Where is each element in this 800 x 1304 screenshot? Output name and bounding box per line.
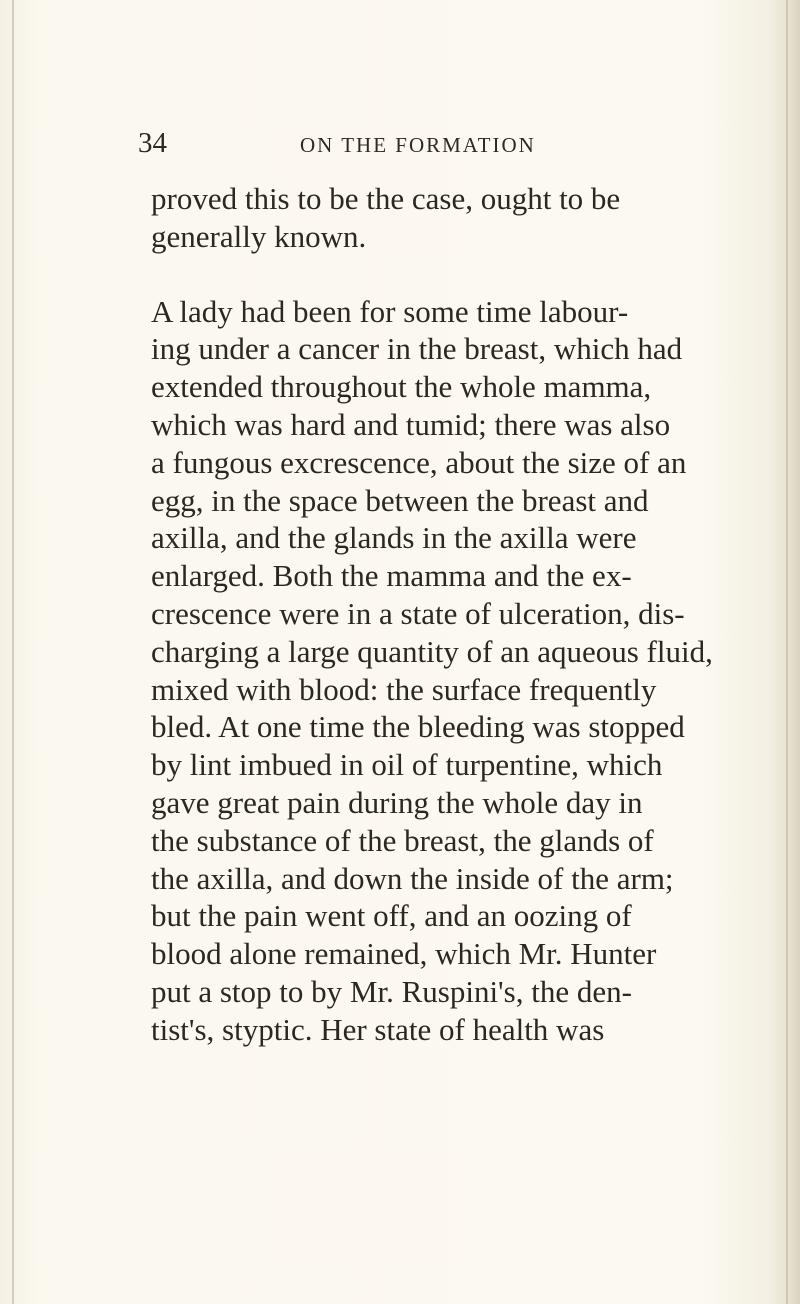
text-line: gave great pain during the whole day in	[151, 784, 643, 820]
paragraph-gap	[151, 256, 711, 293]
text-line: charging a large quantity of an aqueous fluid,	[151, 633, 713, 669]
body-text	[151, 180, 711, 1049]
text-line: the axilla, and down the inside of the arm;	[151, 860, 674, 896]
text-line: axilla, and the glands in the axilla were	[151, 520, 637, 556]
text-line: mixed with blood: the surface frequently	[151, 671, 657, 707]
text-line: ing under a cancer in the breast, which had	[151, 331, 683, 367]
text-line: A lady had been for some time labour-	[151, 293, 629, 329]
page-header	[138, 126, 698, 166]
text-line: the substance of the breast, the glands of	[151, 822, 654, 858]
text-line: generally known.	[151, 218, 367, 254]
text-line: but the pain went off, and an oozing of	[151, 898, 632, 934]
page-number: 34	[138, 127, 167, 159]
text-line: tist's, styptic. Her state of health was	[151, 1011, 605, 1047]
text-line: proved this to be the case, ought to be	[151, 181, 621, 216]
text-line: blood alone remained, which Mr. Hunter	[151, 936, 657, 972]
text-line: by lint imbued in oil of turpentine, which	[151, 747, 663, 783]
text-line: a fungous excrescence, about the size of an	[151, 444, 687, 480]
text-line: crescence were in a state of ulceration, dis-	[151, 595, 685, 631]
paragraph	[151, 293, 711, 1049]
page-edge-left	[12, 0, 14, 1304]
paragraph	[151, 180, 711, 256]
text-line: bled. At one time the bleeding was stopped	[151, 709, 685, 745]
text-line: which was hard and tumid; there was also	[151, 406, 671, 442]
text-line: egg, in the space between the breast and	[151, 482, 649, 518]
running-head: ON THE FORMATION	[300, 133, 536, 157]
page-edge-right	[786, 0, 788, 1304]
text-line: put a stop to by Mr. Ruspini's, the den-	[151, 973, 632, 1009]
text-line: extended throughout the whole mamma,	[151, 369, 652, 405]
text-line: enlarged. Both the mamma and the ex-	[151, 558, 632, 594]
